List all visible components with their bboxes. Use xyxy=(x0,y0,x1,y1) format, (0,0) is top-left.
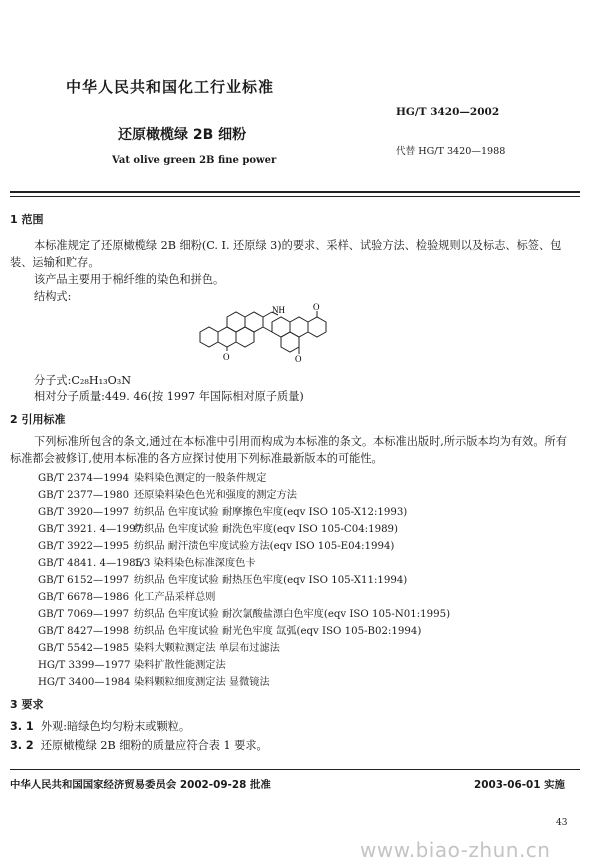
oxygen-label-left: O xyxy=(223,352,230,362)
nh-label: NH xyxy=(272,305,285,315)
molecular-mass: 相对分子质量:449. 46(按 1997 年国际相对原子质量) xyxy=(34,390,304,403)
document-title: 还原橄榄绿 2B 细粉 xyxy=(118,127,247,143)
reference-title: 纺织品 色牢度试验 耐洗色牢度(eqv ISO 105-C04:1989) xyxy=(134,524,399,535)
reference-row xyxy=(38,469,266,484)
reference-row xyxy=(38,673,270,688)
reference-title: 染料大颗粒测定法 单层布过滤法 xyxy=(134,643,280,654)
section-3-heading: 3 要求 xyxy=(10,698,44,711)
reference-code: GB/T 7069—1997 xyxy=(38,609,130,620)
header-rule-thick xyxy=(10,191,580,193)
structure-label: 结构式: xyxy=(34,290,72,303)
requirement-3-1-text: 外观:暗绿色均匀粉末或颗粒。 xyxy=(40,720,191,733)
watermark: www.biao-zhun.cn xyxy=(360,838,551,862)
requirement-3-1-number: 3. 1 xyxy=(10,720,34,733)
oxygen-label-bottom: O xyxy=(295,354,302,364)
reference-code: GB/T 3922—1995 xyxy=(38,541,130,552)
approval-line: 中华人民共和国国家经济贸易委员会 2002-09-28 批准 xyxy=(10,779,271,791)
reference-title: 化工产品采样总则 xyxy=(134,592,216,603)
reference-row xyxy=(38,554,256,569)
implementation-date: 2003-06-01 实施 xyxy=(474,779,565,791)
english-title: Vat olive green 2B fine power xyxy=(112,155,277,166)
org-standard-title: 中华人民共和国化工行业标准 xyxy=(66,78,275,96)
reference-title: 染料扩散性能测定法 xyxy=(134,660,226,671)
standard-number: HG/T 3420—2002 xyxy=(396,106,500,118)
reference-code: GB/T 4841. 4—1985 xyxy=(38,558,143,569)
reference-code: GB/T 6152—1997 xyxy=(38,575,130,586)
reference-code: HG/T 3400—1984 xyxy=(38,677,131,688)
reference-title: 染料染色测定的一般条件规定 xyxy=(134,473,267,484)
requirement-3-2-text: 还原橄榄绿 2B 细粉的质量应符合表 1 要求。 xyxy=(40,739,268,752)
section-1-heading: 1 范围 xyxy=(10,213,44,226)
reference-title: 纺织品 色牢度试验 耐热压色牢度(eqv ISO 105-X11:1994) xyxy=(134,575,408,586)
reference-title: 纺织品 色牢度试验 耐次氯酸盐漂白色牢度(eqv ISO 105-N01:1995) xyxy=(134,609,451,620)
reference-title: 还原染料染色色光和强度的测定方法 xyxy=(134,490,297,501)
reference-row xyxy=(38,503,407,518)
requirement-3-2 xyxy=(10,737,268,753)
reference-row xyxy=(38,605,450,620)
header-rule-thin xyxy=(10,196,580,197)
reference-row xyxy=(38,537,394,552)
reference-title: 染料颗粒细度测定法 显微镜法 xyxy=(134,677,270,688)
section-2-heading: 2 引用标准 xyxy=(10,413,66,426)
reference-code: GB/T 2377—1980 xyxy=(38,490,130,501)
reference-title: 纺织品 色牢度试验 耐摩擦色牢度(eqv ISO 105-X12:1993) xyxy=(134,507,408,518)
oxygen-label-top: O xyxy=(313,302,320,312)
footer-rule xyxy=(10,769,580,770)
molecular-formula: 分子式:C₂₈H₁₃O₃N xyxy=(34,374,132,387)
reference-row xyxy=(38,656,226,671)
reference-code: GB/T 2374—1994 xyxy=(38,473,130,484)
references-intro: 下列标准所包含的条文,通过在本标准中引用而构成为本标准的条文。本标准出版时,所示版本均为有效。所有标准都会被修订,使用本标准的各方应探讨使用下列标准最新版本的可能性。 xyxy=(10,435,567,465)
reference-title: 1/3 染料染色标准深度色卡 xyxy=(134,558,256,569)
usage-paragraph: 该产品主要用于棉纤维的染色和拼色。 xyxy=(34,273,225,286)
requirement-3-2-number: 3. 2 xyxy=(10,739,34,752)
reference-title: 纺织品 耐汗渍色牢度试验方法(eqv ISO 105-E04:1994) xyxy=(134,541,395,552)
reference-row xyxy=(38,622,421,637)
reference-row xyxy=(38,588,216,603)
reference-code: HG/T 3399—1977 xyxy=(38,660,131,671)
reference-code: GB/T 3920—1997 xyxy=(38,507,130,518)
scope-paragraph: 本标准规定了还原橄榄绿 2B 细粉(C. I. 还原绿 3)的要求、采样、试验方法、检验规则以及标志、标签、包装、运输和贮存。 xyxy=(10,239,562,269)
reference-title: 纺织品 色牢度试验 耐光色牢度 氙弧(eqv ISO 105-B02:1994) xyxy=(134,626,422,637)
reference-code: GB/T 8427—1998 xyxy=(38,626,130,637)
reference-row xyxy=(38,520,398,535)
reference-code: GB/T 3921. 4—1997 xyxy=(38,524,143,535)
replaces-note: 代替 HG/T 3420—1988 xyxy=(396,146,506,157)
reference-row xyxy=(38,486,297,501)
page-number: 43 xyxy=(556,818,568,828)
reference-code: GB/T 6678—1986 xyxy=(38,592,130,603)
reference-row xyxy=(38,571,407,586)
requirement-3-1 xyxy=(10,718,190,734)
structural-formula-figure xyxy=(0,299,590,369)
reference-row xyxy=(38,639,280,654)
reference-code: GB/T 5542—1985 xyxy=(38,643,130,654)
